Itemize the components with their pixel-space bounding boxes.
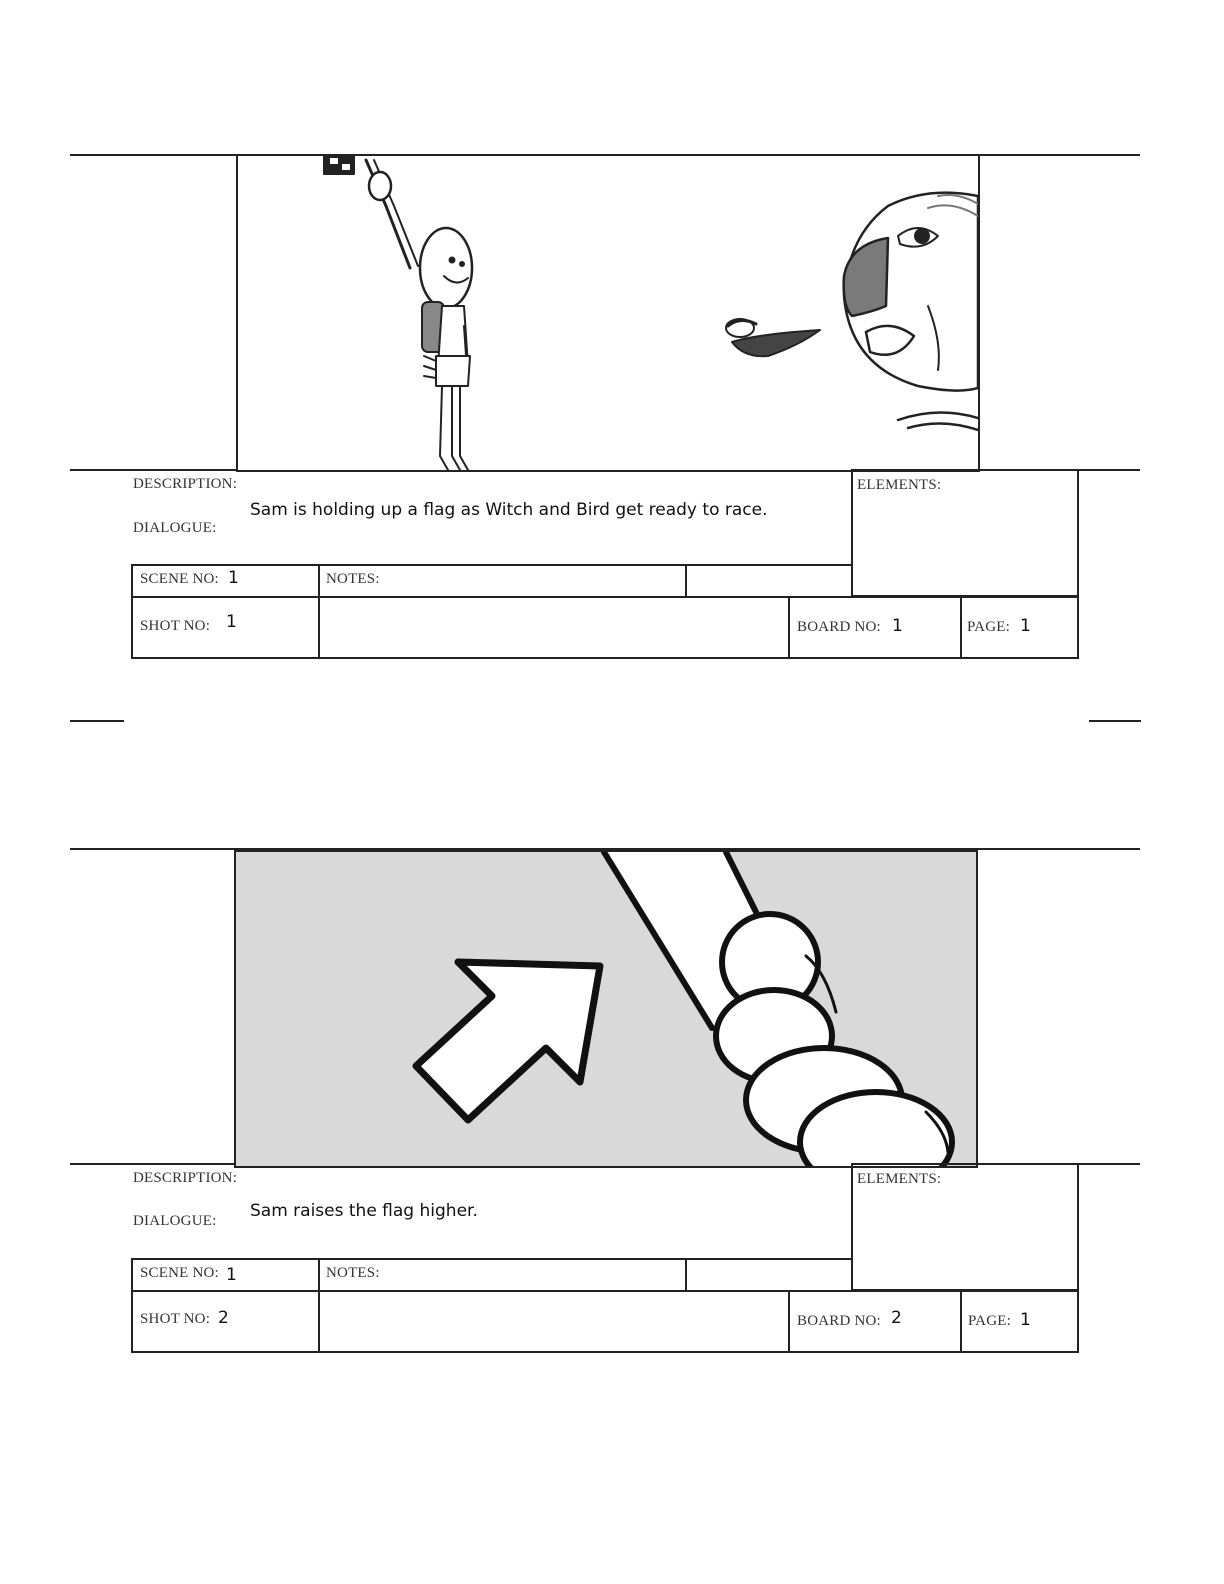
up-right-arrow-icon	[416, 962, 600, 1120]
board-no-label: BOARD NO:	[797, 1313, 881, 1329]
board-no-label: BOARD NO:	[797, 619, 881, 635]
page-label: PAGE:	[968, 1313, 1011, 1329]
panel-2-sketch	[236, 852, 976, 1166]
board-no-value[interactable]: 1	[892, 616, 903, 636]
notes-body-box[interactable]	[318, 596, 790, 659]
scene-no-label: SCENE NO:	[140, 571, 219, 587]
elements-label: ELEMENTS:	[857, 477, 942, 493]
description-text[interactable]: Sam is holding up a flag as Witch and Bird get ready to race.	[250, 500, 768, 520]
storyboard-panel-1	[236, 154, 980, 472]
page-label: PAGE:	[967, 619, 1010, 635]
margin-tick-left	[70, 720, 124, 722]
notes-body-box[interactable]	[318, 1290, 790, 1353]
description-text[interactable]: Sam raises the flag higher.	[250, 1201, 478, 1221]
notes-extra-box[interactable]	[685, 1258, 853, 1292]
board-no-value[interactable]: 2	[891, 1308, 902, 1328]
scene-no-value[interactable]: 1	[226, 1265, 237, 1285]
description-label: DESCRIPTION:	[133, 476, 238, 492]
notes-extra-box[interactable]	[685, 564, 853, 598]
panel-1-sketch	[238, 156, 978, 470]
storyboard-panel-2	[234, 850, 978, 1168]
notes-label: NOTES:	[326, 571, 380, 587]
page-value[interactable]: 1	[1020, 616, 1031, 636]
shot-no-value[interactable]: 2	[218, 1308, 229, 1328]
margin-tick-right	[1089, 720, 1141, 722]
dialogue-label: DIALOGUE:	[133, 520, 217, 536]
elements-label: ELEMENTS:	[857, 1171, 942, 1187]
description-label: DESCRIPTION:	[133, 1170, 238, 1186]
scene-no-label: SCENE NO:	[140, 1265, 219, 1281]
shot-no-label: SHOT NO:	[140, 1311, 211, 1327]
notes-label: NOTES:	[326, 1265, 380, 1281]
scene-no-value[interactable]: 1	[228, 568, 239, 588]
shot-no-value[interactable]: 1	[226, 612, 237, 632]
dialogue-label: DIALOGUE:	[133, 1213, 217, 1229]
shot-no-label: SHOT NO:	[140, 618, 211, 634]
page-value[interactable]: 1	[1020, 1310, 1031, 1330]
